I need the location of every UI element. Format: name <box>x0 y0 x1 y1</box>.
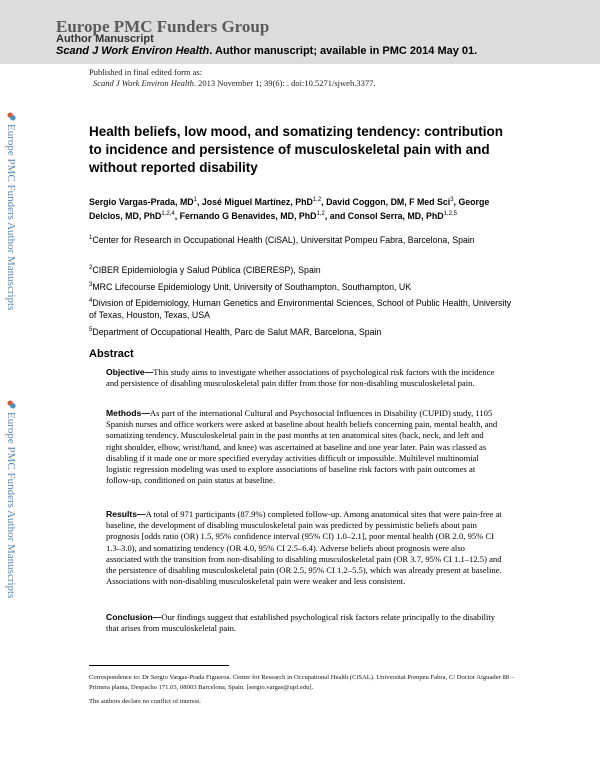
journal-name: Scand J Work Environ Health <box>56 45 210 57</box>
affiliation-text: CIBER Epidemiología y Salud Pública (CIBERESP), Spain <box>92 264 321 275</box>
affiliation-sup: 3 <box>89 282 93 288</box>
author-sup: 1,2,5 <box>443 211 457 218</box>
citation-journal: Scand J Work Environ Health <box>93 78 194 88</box>
sidebar-text: Europe PMC Funders Author Manuscripts <box>5 124 17 311</box>
citation-line <box>89 78 375 89</box>
affiliation-text: Division of Epidemiology, Human Genetics and Environmental Sciences, School of Public Health, University of Texas, Houston, Texas, USA <box>89 297 512 321</box>
sidebar-text: Europe PMC Funders Author Manuscripts <box>5 412 17 599</box>
affiliation-sup: 5 <box>89 327 93 333</box>
abstract-methods <box>106 408 502 486</box>
abstract-results <box>106 509 502 587</box>
affiliation-sup: 4 <box>89 298 93 304</box>
methods-text: As part of the international Cultural and Psychosocial Influences in Disability (CUPID) study, 1105 Spanish nurses and office workers were asked at baseline about health beliefs concerning pain, mental health, and somatizing tendency. Musculoskeletal pain in the past months at ten anatomical sites (back, neck, and left and right shoulder, elbow, wrist/hand, and knee) was ascertained at baseline and one year later. Pain was classed as disabling if it made one or more specified everyday activities difficult or impossible. Multilevel multinomial logistic regression modeling was used to explore associations of baseline risk factors with pain outcomes at follow-up, conditioned on pain status at baseline. <box>106 408 498 486</box>
correspondence-note: Correspondence to: Dr Sergio Vargas-Prada Figueroa. Center for Research in Occupational Health (CiSAL). Universitat Pompeu Fabra, C/ Doctor Aiguader 88 – Primera planta, Despacho 171.03, 08003 Barcelona, Spain. [sergio.vargas@upf.edu]. <box>89 674 515 691</box>
affiliation-text: Center for Research in Occupational Health (CiSAL), Universitat Pompeu Fabra, Barcelona, Spain <box>92 234 475 245</box>
methods-label: Methods— <box>106 408 150 418</box>
journal-availability <box>56 45 477 57</box>
footnote-divider <box>89 665 229 666</box>
europe-pmc-logo-icon <box>7 112 16 121</box>
author: Consol Serra, MD, PhD <box>347 211 444 222</box>
citation-rest: . 2013 November 1; 39(6): . doi:10.5271/sjweh.3377. <box>193 78 376 88</box>
author-manuscript-label: Author Manuscript <box>56 33 154 45</box>
results-text: A total of 971 participants (87.9%) completed follow-up. Among anatomical sites that were pain-free at baseline, the development of disabling musculoskeletal pain was predicted by pessimistic beliefs about pain prognosis [odds ratio (OR) 1.5, 95% confidence interval (95% CI) 1.0–2.1], poor mental health (OR 2.0, 95% CI 1.3–3.0), and somatizing tendency (OR 4.0, 95% CI 2.5–6.4). Adverse beliefs about prognosis were also associated with the transition from non-disabling to disabling musculoskeletal pain (OR 3.7, 95% CI 1.1–12.5) and the persistence of disabling musculoskeletal pain (OR 2.5, 95% CI 1.2–5.5), which was already present at baseline. Associations with non-disabling musculoskeletal pain were weaker and less consistent. <box>106 509 502 587</box>
affiliation <box>89 279 519 293</box>
affiliation <box>89 262 519 276</box>
funders-group-title: Europe PMC Funders Group <box>56 17 270 36</box>
availability-text: . Author manuscript; available in PMC 2014 May 01. <box>209 45 478 57</box>
objective-label: Objective— <box>106 367 154 377</box>
author-sup: 3 <box>450 197 454 203</box>
abstract-heading: Abstract <box>89 348 134 360</box>
article-title: Health beliefs, low mood, and somatizing tendency: contribution to incidence and persistence of musculoskeletal pain with and without reported disability <box>89 124 504 175</box>
published-line: Published in final edited form as: <box>89 67 203 77</box>
affiliation <box>89 295 519 322</box>
affiliation-text: Department of Occupational Health, Parc de Salut MAR, Barcelona, Spain <box>92 326 382 337</box>
published-info <box>89 67 375 89</box>
author: Fernando G Benavides, MD, PhD <box>179 211 317 222</box>
author-sup: 1,2 <box>312 197 322 203</box>
affiliation <box>89 324 519 338</box>
sidebar-watermark-bottom <box>2 400 20 598</box>
affiliation <box>89 232 519 246</box>
author: George Delclos, MD, PhD <box>89 196 490 222</box>
author-sup: 1 <box>193 197 197 203</box>
conclusion-text: Our findings suggest that established psychological risk factors relate principally to the disability that arises from musculoskeletal pain. <box>106 612 496 634</box>
europe-pmc-logo-icon <box>7 400 16 409</box>
sidebar-watermark-top <box>2 112 20 310</box>
affiliation-sup: 1 <box>89 235 93 241</box>
author-list: Sergio Vargas-Prada, $MD^1$, José Miguel Martínez, PhD$^{1,2}$, David Coggon, DM, F Med Sci$^3$, George Delclos, MD, PhD$^{1,2,4}$, Fernando G Benavides, MD, PhD$^{1,2}$, and Consol Serra, MD, PhD$^{1,2,5}$ <box>89 196 490 222</box>
author: Sergio Vargas-Prada, MD <box>89 196 194 207</box>
conflict-declaration: The authors declare no conflict of interest. <box>89 698 201 705</box>
abstract-objective <box>106 367 502 389</box>
objective-text: This study aims to investigate whether associations of psychological risk factors with the incidence and persistence of disabling musculoskeletal pain differ from those for non-disabling musculoskeletal pain. <box>106 367 495 389</box>
author: David Coggon, DM, F Med Sci <box>326 196 451 207</box>
affiliation-sup: 2 <box>89 265 93 271</box>
affiliation-text: MRC Lifecourse Epidemiology Unit, University of Southampton, Southampton, UK <box>92 281 412 292</box>
abstract-conclusion <box>106 612 502 634</box>
header-bar <box>0 0 600 64</box>
conclusion-label: Conclusion— <box>106 612 162 622</box>
author-sup: 1,2,4 <box>161 211 175 218</box>
results-label: Results— <box>106 509 146 519</box>
author-sup: 1,2 <box>316 211 325 218</box>
author: José Miguel Martínez, PhD <box>201 196 313 207</box>
